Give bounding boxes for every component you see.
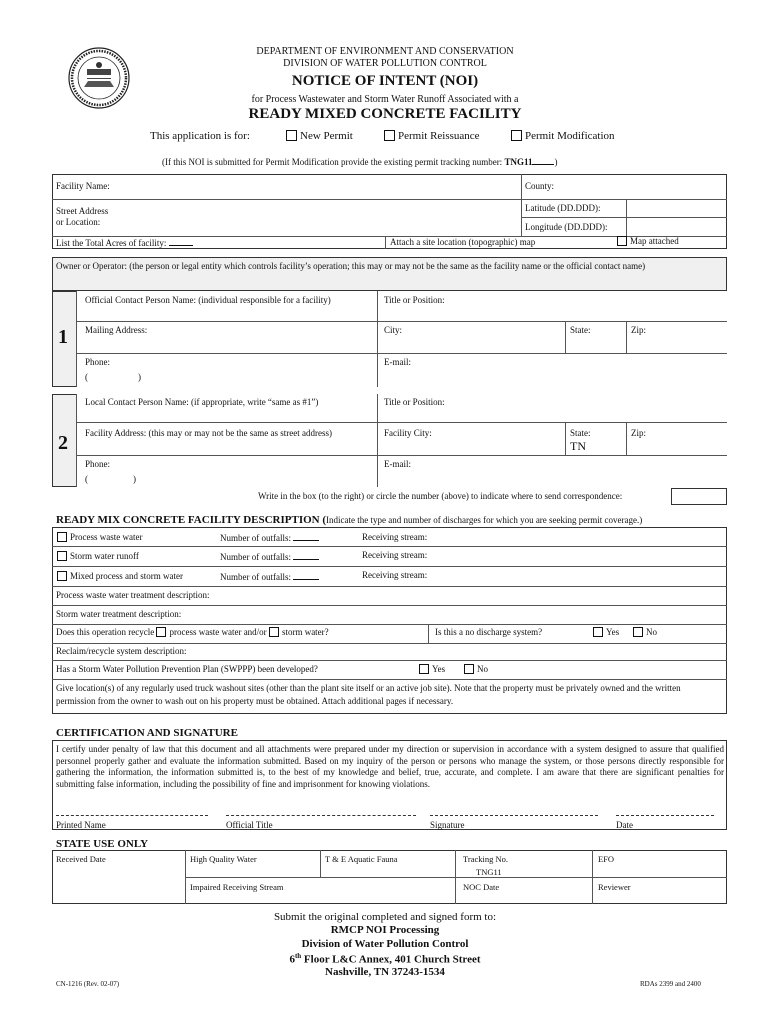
zip-label: Zip: xyxy=(631,428,646,438)
submit-city: Nashville, TN 37243-1534 xyxy=(325,966,445,978)
swppp-yes[interactable]: Yes xyxy=(419,664,445,674)
date-label: Date xyxy=(616,820,633,830)
map-label: Attach a site location (topographic) map xyxy=(390,237,536,247)
state-value: TN xyxy=(570,439,586,453)
washout-instructions: Give location(s) of any regularly used truck washout sites (other than the plant site itself or an active job site). Note that the property must be privately owned and the written permission from the owner to wash out on his property must be obtained. Attach additional pages if necessary. xyxy=(56,683,681,706)
state-use-heading: STATE USE ONLY xyxy=(56,838,149,850)
rda-number: RDAs 2399 and 2400 xyxy=(640,980,701,988)
printed-name-line[interactable] xyxy=(56,815,208,816)
receiving-stream-label: Receiving stream: xyxy=(362,550,428,560)
mixed-water-option[interactable]: Mixed process and storm water xyxy=(57,571,183,581)
title-position-label: Title or Position: xyxy=(384,397,445,407)
checkbox[interactable] xyxy=(633,627,643,637)
state-label: State: xyxy=(570,428,591,438)
phone-area-code[interactable]: ( ) xyxy=(85,474,136,484)
signature-line[interactable] xyxy=(430,815,598,816)
facility-city-label: Facility City: xyxy=(384,428,432,438)
official-title-line[interactable] xyxy=(226,815,416,816)
storm-water-runoff-option[interactable]: Storm water runoff xyxy=(57,551,139,561)
checkbox[interactable] xyxy=(269,627,279,637)
efo-label: EFO xyxy=(598,854,615,864)
checkbox[interactable] xyxy=(593,627,603,637)
checkbox[interactable] xyxy=(384,130,395,141)
correspondence-box[interactable] xyxy=(671,488,727,505)
checkbox[interactable] xyxy=(156,627,166,637)
checkbox[interactable] xyxy=(617,236,627,246)
checkbox[interactable] xyxy=(57,551,67,561)
form-subtitle: for Process Wastewater and Storm Water Runoff Associated with a xyxy=(251,94,519,105)
no-discharge-no[interactable]: No xyxy=(633,627,657,637)
impaired-stream-label: Impaired Receiving Stream xyxy=(190,882,284,892)
phone-area-code[interactable]: ( ) xyxy=(85,372,141,382)
mailing-address-label: Mailing Address: xyxy=(85,325,148,335)
recycle-process-option[interactable]: process waste water and/or xyxy=(156,627,266,637)
form-title: NOTICE OF INTENT (NOI) xyxy=(291,73,479,89)
phone-label: Phone: xyxy=(85,357,111,367)
official-title-label: Official Title xyxy=(226,820,273,830)
option-new-permit[interactable]: New Permit xyxy=(286,130,353,142)
acres-label: List the Total Acres of facility: xyxy=(56,237,193,248)
certification-heading: CERTIFICATION AND SIGNATURE xyxy=(56,727,238,739)
noc-date-label: NOC Date xyxy=(463,882,500,892)
modification-note: (If this NOI is submitted for Permit Modification provide the existing permit tracking number: TNG11 ) xyxy=(162,157,558,167)
process-waste-water-option[interactable]: Process waste water xyxy=(57,532,142,542)
zip-label: Zip: xyxy=(631,325,646,335)
aquatic-fauna-label: T & E Aquatic Fauna xyxy=(325,854,398,864)
acres-field[interactable] xyxy=(169,237,193,246)
submit-recipient: RMCP NOI Processing xyxy=(330,924,440,936)
certification-text: I certify under penalty of law that this document and all attachments were prepared under my direction or supervision in accordance with a system designed to assure that qualified personnel properly gather and evaluate the information submitted. Based on my inquiry of the person or persons who manage the system, or those persons directly responsible for gathering the information, the information submitted is, to the best of my knowledge and belief, true, accurate, and complete. I am aware that there are significant penalties for submitting false information, including the possibility of fine and imprisonment for knowing violations. xyxy=(56,744,724,789)
city-label: City: xyxy=(384,325,403,335)
email-label: E-mail: xyxy=(384,459,411,469)
recycle-question: Does this operation recycle process waste water and/or storm water? xyxy=(56,627,329,637)
state-label: State: xyxy=(570,325,591,335)
contact-1-number[interactable]: 1 xyxy=(58,326,68,348)
tracking-number-field[interactable] xyxy=(532,156,554,165)
recycle-storm-option[interactable]: storm water? xyxy=(269,627,329,637)
receiving-stream-label: Receiving stream: xyxy=(362,570,428,580)
facility-address-label: Facility Address: (this may or may not be the same as street address) xyxy=(85,428,332,438)
reviewer-label: Reviewer xyxy=(598,882,631,892)
submit-street: 6th Floor L&C Annex, 401 Church Street xyxy=(289,952,481,966)
latitude-label: Latitude (DD.DDD): xyxy=(525,203,601,213)
outfalls-label: Number of outfalls: xyxy=(220,551,319,562)
owner-operator-label: Owner or Operator: (the person or legal entity which controls facility’s operation; this may or may not be the same as the facility name or the official contact name) xyxy=(56,261,646,271)
location-label: or Location: xyxy=(56,217,101,227)
receiving-stream-label: Receiving stream: xyxy=(362,532,428,542)
official-contact-label: Official Contact Person Name: (individual responsible for a facility) xyxy=(85,295,331,305)
outfalls-label: Number of outfalls: xyxy=(220,532,319,543)
checkbox[interactable] xyxy=(419,664,429,674)
no-discharge-question: Is this a no discharge system? xyxy=(435,627,543,637)
title-position-label: Title or Position: xyxy=(384,295,445,305)
process-treatment-label: Process waste water treatment description: xyxy=(56,590,210,600)
description-heading: READY MIX CONCRETE FACILITY DESCRIPTION (Indicate the type and number of discharges for which you are seeking permit coverage.) xyxy=(56,514,643,526)
email-label: E-mail: xyxy=(384,357,411,367)
option-permit-modification[interactable]: Permit Modification xyxy=(511,130,615,142)
street-address-label: Street Address xyxy=(56,206,109,216)
correspondence-note: Write in the box (to the right) or circle the number (above) to indicate where to send correspondence: xyxy=(258,491,623,501)
checkbox[interactable] xyxy=(286,130,297,141)
option-permit-reissuance[interactable]: Permit Reissuance xyxy=(384,130,480,142)
received-date-label: Received Date xyxy=(56,854,106,864)
application-for-label: This application is for: xyxy=(150,130,250,142)
department-name: DEPARTMENT OF ENVIRONMENT AND CONSERVATION xyxy=(256,46,514,57)
swppp-no[interactable]: No xyxy=(464,664,488,674)
contact-2-number[interactable]: 2 xyxy=(58,432,68,454)
state-seal xyxy=(68,47,130,109)
printed-name-label: Printed Name xyxy=(56,820,106,830)
storm-treatment-label: Storm water treatment description: xyxy=(56,609,182,619)
outfalls-field[interactable] xyxy=(293,571,319,580)
checkbox[interactable] xyxy=(511,130,522,141)
county-label: County: xyxy=(525,181,555,191)
outfalls-field[interactable] xyxy=(293,551,319,560)
map-attached-option[interactable]: Map attached xyxy=(617,236,679,246)
high-quality-water-label: High Quality Water xyxy=(190,854,257,864)
outfalls-label: Number of outfalls: xyxy=(220,571,319,582)
tracking-prefix: TNG11 xyxy=(476,867,502,877)
checkbox[interactable] xyxy=(57,532,67,542)
checkbox[interactable] xyxy=(57,571,67,581)
checkbox[interactable] xyxy=(464,664,474,674)
signature-label: Signature xyxy=(430,820,465,830)
tracking-no-label: Tracking No. xyxy=(463,854,509,864)
facility-type: READY MIXED CONCRETE FACILITY xyxy=(248,106,522,122)
longitude-label: Longitude (DD.DDD): xyxy=(525,222,608,232)
facility-name-label: Facility Name: xyxy=(56,181,110,191)
submit-division: Division of Water Pollution Control xyxy=(301,938,469,950)
division-name: DIVISION OF WATER POLLUTION CONTROL xyxy=(283,58,487,69)
submit-instruction: Submit the original completed and signed form to: xyxy=(273,911,497,923)
no-discharge-yes[interactable]: Yes xyxy=(593,627,619,637)
phone-label: Phone: xyxy=(85,459,111,469)
form-number: CN-1216 (Rev. 02-07) xyxy=(56,980,120,988)
date-line[interactable] xyxy=(616,815,714,816)
local-contact-label: Local Contact Person Name: (if appropriate, write “same as #1”) xyxy=(85,397,319,407)
swppp-question: Has a Storm Water Pollution Prevention Plan (SWPPP) been developed? xyxy=(56,664,318,674)
reclaim-label: Reclaim/recycle system description: xyxy=(56,646,187,656)
outfalls-field[interactable] xyxy=(293,532,319,541)
